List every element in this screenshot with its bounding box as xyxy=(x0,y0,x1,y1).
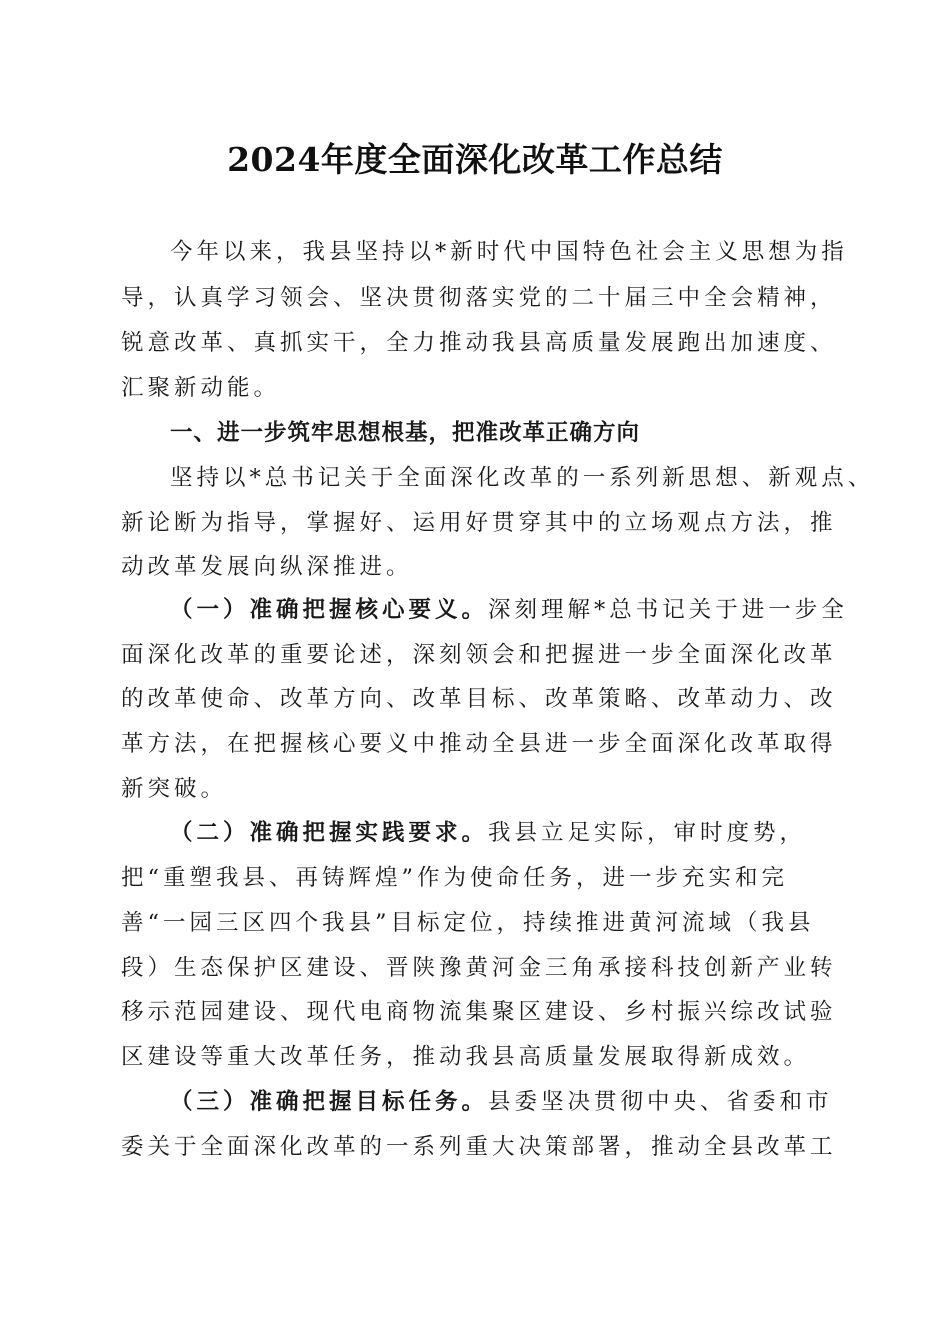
item-line: 区建设等重大改革任务，推动我县高质量发展取得新成效。 xyxy=(121,1044,811,1070)
document-title: 2024年度全面深化改革工作总结 xyxy=(227,140,723,179)
item-lead: （三）准确把握目标任务。 xyxy=(170,1089,489,1115)
intro-line: 锐意改革、真抓实干，全力推动我县高质量发展跑出加速度、 xyxy=(121,330,837,356)
item-first-line xyxy=(170,1085,890,1119)
item-text: 深刻理解*总书记关于进一步全 xyxy=(488,597,848,623)
item-line: 的改革使命、改革方向、改革目标、改革策略、改革动力、改 xyxy=(121,686,837,712)
item-line: 段）生态保护区建设、晋陕豫黄河金三角承接科技创新产业转 xyxy=(121,955,837,981)
item-line: 委关于全面深化改革的一系列重大决策部署，推动全县改革工 xyxy=(121,1134,837,1160)
intro-line: 今年以来，我县坚持以*新时代中国特色社会主义思想为指 xyxy=(170,239,848,265)
item-line: 善“一园三区四个我县”目标定位，持续推进黄河流域（我县 xyxy=(121,910,815,936)
item-line: 移示范园建设、现代电商物流集聚区建设、乡村振兴综改试验 xyxy=(121,999,837,1025)
section-line: 动改革发展向纵深推进。 xyxy=(121,554,413,580)
item-line: 把“重塑我县、再铸辉煌”作为使命任务，进一步充实和完 xyxy=(121,865,789,891)
intro-line: 汇聚新动能。 xyxy=(121,375,281,401)
item-line: 面深化改革的重要论述，深刻领会和把握进一步全面深化改革 xyxy=(121,642,837,668)
item-text: 我县立足实际，审时度势， xyxy=(488,820,807,846)
section-line: 新论断为指导，掌握好、运用好贯穿其中的立场观点方法，推 xyxy=(121,510,837,536)
intro-line: 导，认真学习领会、坚决贯彻落实党的二十届三中全会精神， xyxy=(121,285,837,311)
item-line: 新突破。 xyxy=(121,776,228,802)
item-line: 革方法，在把握核心要义中推动全县进一步全面深化改革取得 xyxy=(121,731,837,757)
item-lead: （一）准确把握核心要义。 xyxy=(170,597,489,623)
item-first-line xyxy=(170,593,890,627)
item-lead: （二）准确把握实践要求。 xyxy=(170,820,489,846)
section-line: 坚持以*总书记关于全面深化改革的一系列新思想、新观点、 xyxy=(170,465,875,491)
item-text: 县委坚决贯彻中央、省委和市 xyxy=(488,1089,833,1115)
section-heading: 一、进一步筑牢思想根基，把准改革正确方向 xyxy=(170,420,641,446)
item-first-line xyxy=(170,816,890,850)
